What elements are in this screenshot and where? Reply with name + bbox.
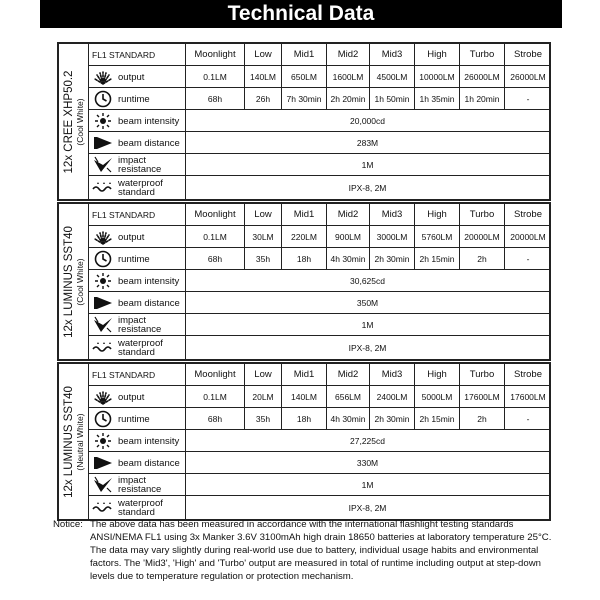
output-value: 17600LM xyxy=(459,386,504,407)
led-variant: (Cool White) xyxy=(75,257,85,306)
waterproof-standard-icon xyxy=(89,341,118,355)
table-row xyxy=(89,154,549,176)
runtime-value: 35h xyxy=(244,408,281,429)
row-label-text: runtime xyxy=(118,93,150,105)
beam-distance-value: 330M xyxy=(185,452,549,473)
row-label-text: runtime xyxy=(118,413,150,425)
table-row xyxy=(89,66,549,88)
row-label xyxy=(89,386,185,407)
page-title: Technical Data xyxy=(40,0,562,28)
row-label xyxy=(89,474,185,495)
beam-distance-value: 350M xyxy=(185,292,549,313)
table-row xyxy=(89,132,549,154)
led-model: 12x CREE XHP50.2 xyxy=(63,70,75,173)
row-label-text: beam distance xyxy=(118,457,180,469)
row-label-text: FL1 STANDARD xyxy=(92,49,156,60)
output-value: 4500LM xyxy=(369,66,414,87)
row-label xyxy=(89,66,185,87)
table-row xyxy=(89,408,549,430)
output-value: 656LM xyxy=(326,386,369,407)
row-label xyxy=(89,176,185,199)
runtime-value: 68h xyxy=(185,408,244,429)
output-value: 900LM xyxy=(326,226,369,247)
row-label xyxy=(89,44,188,65)
table-row xyxy=(89,292,549,314)
runtime-value: 1h 20min xyxy=(459,88,504,109)
output-value: 3000LM xyxy=(369,226,414,247)
output-value: 650LM xyxy=(281,66,326,87)
beam-distance-icon xyxy=(89,295,118,311)
output-icon xyxy=(89,69,118,85)
row-label xyxy=(89,248,185,269)
runtime-value: 35h xyxy=(244,248,281,269)
output-value: 5760LM xyxy=(414,226,459,247)
waterproof-standard-value: IPX-8, 2M xyxy=(185,336,549,359)
table-row xyxy=(89,430,549,452)
output-value: 30LM xyxy=(244,226,281,247)
beam-distance-icon xyxy=(89,455,118,471)
runtime-value: 1h 50min xyxy=(369,88,414,109)
output-value: 5000LM xyxy=(414,386,459,407)
beam-intensity-icon xyxy=(89,112,118,130)
mode-header: High xyxy=(414,44,459,65)
row-label-text: impact resistance xyxy=(118,155,162,175)
notice-label: Notice: xyxy=(53,519,83,530)
mode-header: Mid2 xyxy=(326,44,369,65)
mode-header: Strobe xyxy=(504,364,551,385)
row-label-text: beam distance xyxy=(118,137,180,149)
spec-table xyxy=(57,362,551,521)
row-label-text: waterproof standard xyxy=(118,338,163,358)
table-row xyxy=(89,226,549,248)
impact-resistance-value: 1M xyxy=(185,474,549,495)
table-row xyxy=(89,88,549,110)
header-row xyxy=(89,44,549,66)
row-label-text: waterproof standard xyxy=(118,498,163,518)
mode-header: Moonlight xyxy=(185,364,244,385)
waterproof-standard-icon xyxy=(89,501,118,515)
beam-distance-icon xyxy=(89,135,118,151)
table-row xyxy=(89,474,549,496)
row-label xyxy=(89,452,185,473)
row-label-text: waterproof standard xyxy=(118,178,163,198)
runtime-value: 1h 35min xyxy=(414,88,459,109)
row-label-text: impact resistance xyxy=(118,475,162,495)
runtime-value: 7h 30min xyxy=(281,88,326,109)
led-model: 12x LUMINUS SST40 xyxy=(63,385,75,498)
output-icon xyxy=(89,389,118,405)
notice xyxy=(53,518,553,583)
runtime-value: 2h 15min xyxy=(414,248,459,269)
output-value: 0.1LM xyxy=(185,386,244,407)
runtime-icon xyxy=(89,90,118,108)
runtime-value: 2h 15min xyxy=(414,408,459,429)
led-model-text xyxy=(63,70,85,173)
table-row xyxy=(89,270,549,292)
beam-intensity-icon xyxy=(89,432,118,450)
output-value: 2400LM xyxy=(369,386,414,407)
runtime-value: 2h xyxy=(459,248,504,269)
mode-header: Low xyxy=(244,44,281,65)
row-label-text: beam intensity xyxy=(118,275,180,287)
table-row xyxy=(89,386,549,408)
spec-grid xyxy=(89,204,549,359)
mode-header: Low xyxy=(244,364,281,385)
beam-intensity-value: 27,225cd xyxy=(185,430,549,451)
mode-header: Mid3 xyxy=(369,204,414,225)
row-label xyxy=(89,132,185,153)
row-label xyxy=(89,408,185,429)
row-label xyxy=(89,204,188,225)
mode-header: Turbo xyxy=(459,44,504,65)
output-value: 20000LM xyxy=(504,226,551,247)
runtime-value: 2h xyxy=(459,408,504,429)
led-variant: (Cool White) xyxy=(75,97,85,146)
beam-intensity-icon xyxy=(89,272,118,290)
led-model-label xyxy=(59,204,89,359)
runtime-value: - xyxy=(504,88,551,109)
mode-header: Moonlight xyxy=(185,44,244,65)
impact-resistance-icon xyxy=(89,316,118,334)
mode-header: Mid1 xyxy=(281,44,326,65)
runtime-icon xyxy=(89,250,118,268)
row-label-text: FL1 STANDARD xyxy=(92,209,156,220)
row-label xyxy=(89,226,185,247)
output-value: 17600LM xyxy=(504,386,551,407)
spec-table xyxy=(57,42,551,201)
row-label xyxy=(89,496,185,519)
mode-header: Strobe xyxy=(504,44,551,65)
runtime-value: - xyxy=(504,408,551,429)
table-row xyxy=(89,248,549,270)
row-label-text: output xyxy=(118,71,145,83)
row-label-text: impact resistance xyxy=(118,315,162,335)
row-label xyxy=(89,154,185,175)
spec-grid xyxy=(89,364,549,519)
led-variant: (Neutral White) xyxy=(75,412,85,471)
row-label xyxy=(89,314,185,335)
row-label-text: beam distance xyxy=(118,297,180,309)
mode-header: Mid3 xyxy=(369,364,414,385)
runtime-value: 4h 30min xyxy=(326,408,369,429)
mode-header: Mid3 xyxy=(369,44,414,65)
mode-header: Mid1 xyxy=(281,204,326,225)
impact-resistance-icon xyxy=(89,156,118,174)
waterproof-standard-value: IPX-8, 2M xyxy=(185,496,549,519)
row-label xyxy=(89,110,185,131)
led-model-label xyxy=(59,364,89,519)
mode-header: Low xyxy=(244,204,281,225)
mode-header: Mid1 xyxy=(281,364,326,385)
runtime-value: 4h 30min xyxy=(326,248,369,269)
runtime-value: 2h 30min xyxy=(369,408,414,429)
output-value: 20000LM xyxy=(459,226,504,247)
spec-grid xyxy=(89,44,549,199)
mode-header: Mid2 xyxy=(326,204,369,225)
row-label-text: runtime xyxy=(118,253,150,265)
mode-header: High xyxy=(414,204,459,225)
impact-resistance-icon xyxy=(89,476,118,494)
table-row xyxy=(89,336,549,359)
impact-resistance-value: 1M xyxy=(185,314,549,335)
table-row xyxy=(89,314,549,336)
runtime-value: 68h xyxy=(185,88,244,109)
beam-intensity-value: 30,625cd xyxy=(185,270,549,291)
row-label-text: output xyxy=(118,231,145,243)
led-model-text xyxy=(63,386,85,498)
beam-intensity-value: 20,000cd xyxy=(185,110,549,131)
output-value: 220LM xyxy=(281,226,326,247)
row-label-text: FL1 STANDARD xyxy=(92,369,156,380)
row-label xyxy=(89,336,185,359)
output-value: 26000LM xyxy=(459,66,504,87)
led-model: 12x LUMINUS SST40 xyxy=(63,225,75,338)
mode-header: High xyxy=(414,364,459,385)
runtime-value: 2h 30min xyxy=(369,248,414,269)
mode-header: Strobe xyxy=(504,204,551,225)
row-label xyxy=(89,270,185,291)
header-row xyxy=(89,364,549,386)
waterproof-standard-icon xyxy=(89,181,118,195)
led-model-text xyxy=(63,226,85,338)
runtime-value: 18h xyxy=(281,408,326,429)
header-row xyxy=(89,204,549,226)
output-value: 0.1LM xyxy=(185,66,244,87)
led-model-label xyxy=(59,44,89,199)
table-row xyxy=(89,176,549,199)
runtime-icon xyxy=(89,410,118,428)
output-value: 10000LM xyxy=(414,66,459,87)
output-value: 140LM xyxy=(281,386,326,407)
runtime-value: 18h xyxy=(281,248,326,269)
runtime-value: - xyxy=(504,248,551,269)
row-label xyxy=(89,292,185,313)
row-label xyxy=(89,430,185,451)
row-label-text: beam intensity xyxy=(118,115,180,127)
output-icon xyxy=(89,229,118,245)
spec-table xyxy=(57,202,551,361)
mode-header: Turbo xyxy=(459,204,504,225)
output-value: 140LM xyxy=(244,66,281,87)
table-row xyxy=(89,110,549,132)
output-value: 0.1LM xyxy=(185,226,244,247)
runtime-value: 2h 20min xyxy=(326,88,369,109)
runtime-value: 68h xyxy=(185,248,244,269)
output-value: 26000LM xyxy=(504,66,551,87)
row-label xyxy=(89,88,185,109)
beam-distance-value: 283M xyxy=(185,132,549,153)
notice-text: The above data has been measured in accordance with the international flashlight testing standards ANSI/NEMA FL1 using 3x Manker 3.6V 3100mAh high drain 18650 batteries at laboratory temperature 25°C. The data may vary slightly during real-world use due to battery, individual usage habits and environmental factors. The 'Mid3', 'High' and 'Turbo' output are measured in total of runtime including output at step-down levels due to temperature regulation or protection mechanism. xyxy=(90,519,552,582)
mode-header: Mid2 xyxy=(326,364,369,385)
table-row xyxy=(89,496,549,519)
mode-header: Turbo xyxy=(459,364,504,385)
output-value: 20LM xyxy=(244,386,281,407)
runtime-value: 26h xyxy=(244,88,281,109)
row-label-text: output xyxy=(118,391,145,403)
row-label-text: beam intensity xyxy=(118,435,180,447)
mode-header: Moonlight xyxy=(185,204,244,225)
row-label xyxy=(89,364,188,385)
table-row xyxy=(89,452,549,474)
waterproof-standard-value: IPX-8, 2M xyxy=(185,176,549,199)
impact-resistance-value: 1M xyxy=(185,154,549,175)
output-value: 1600LM xyxy=(326,66,369,87)
